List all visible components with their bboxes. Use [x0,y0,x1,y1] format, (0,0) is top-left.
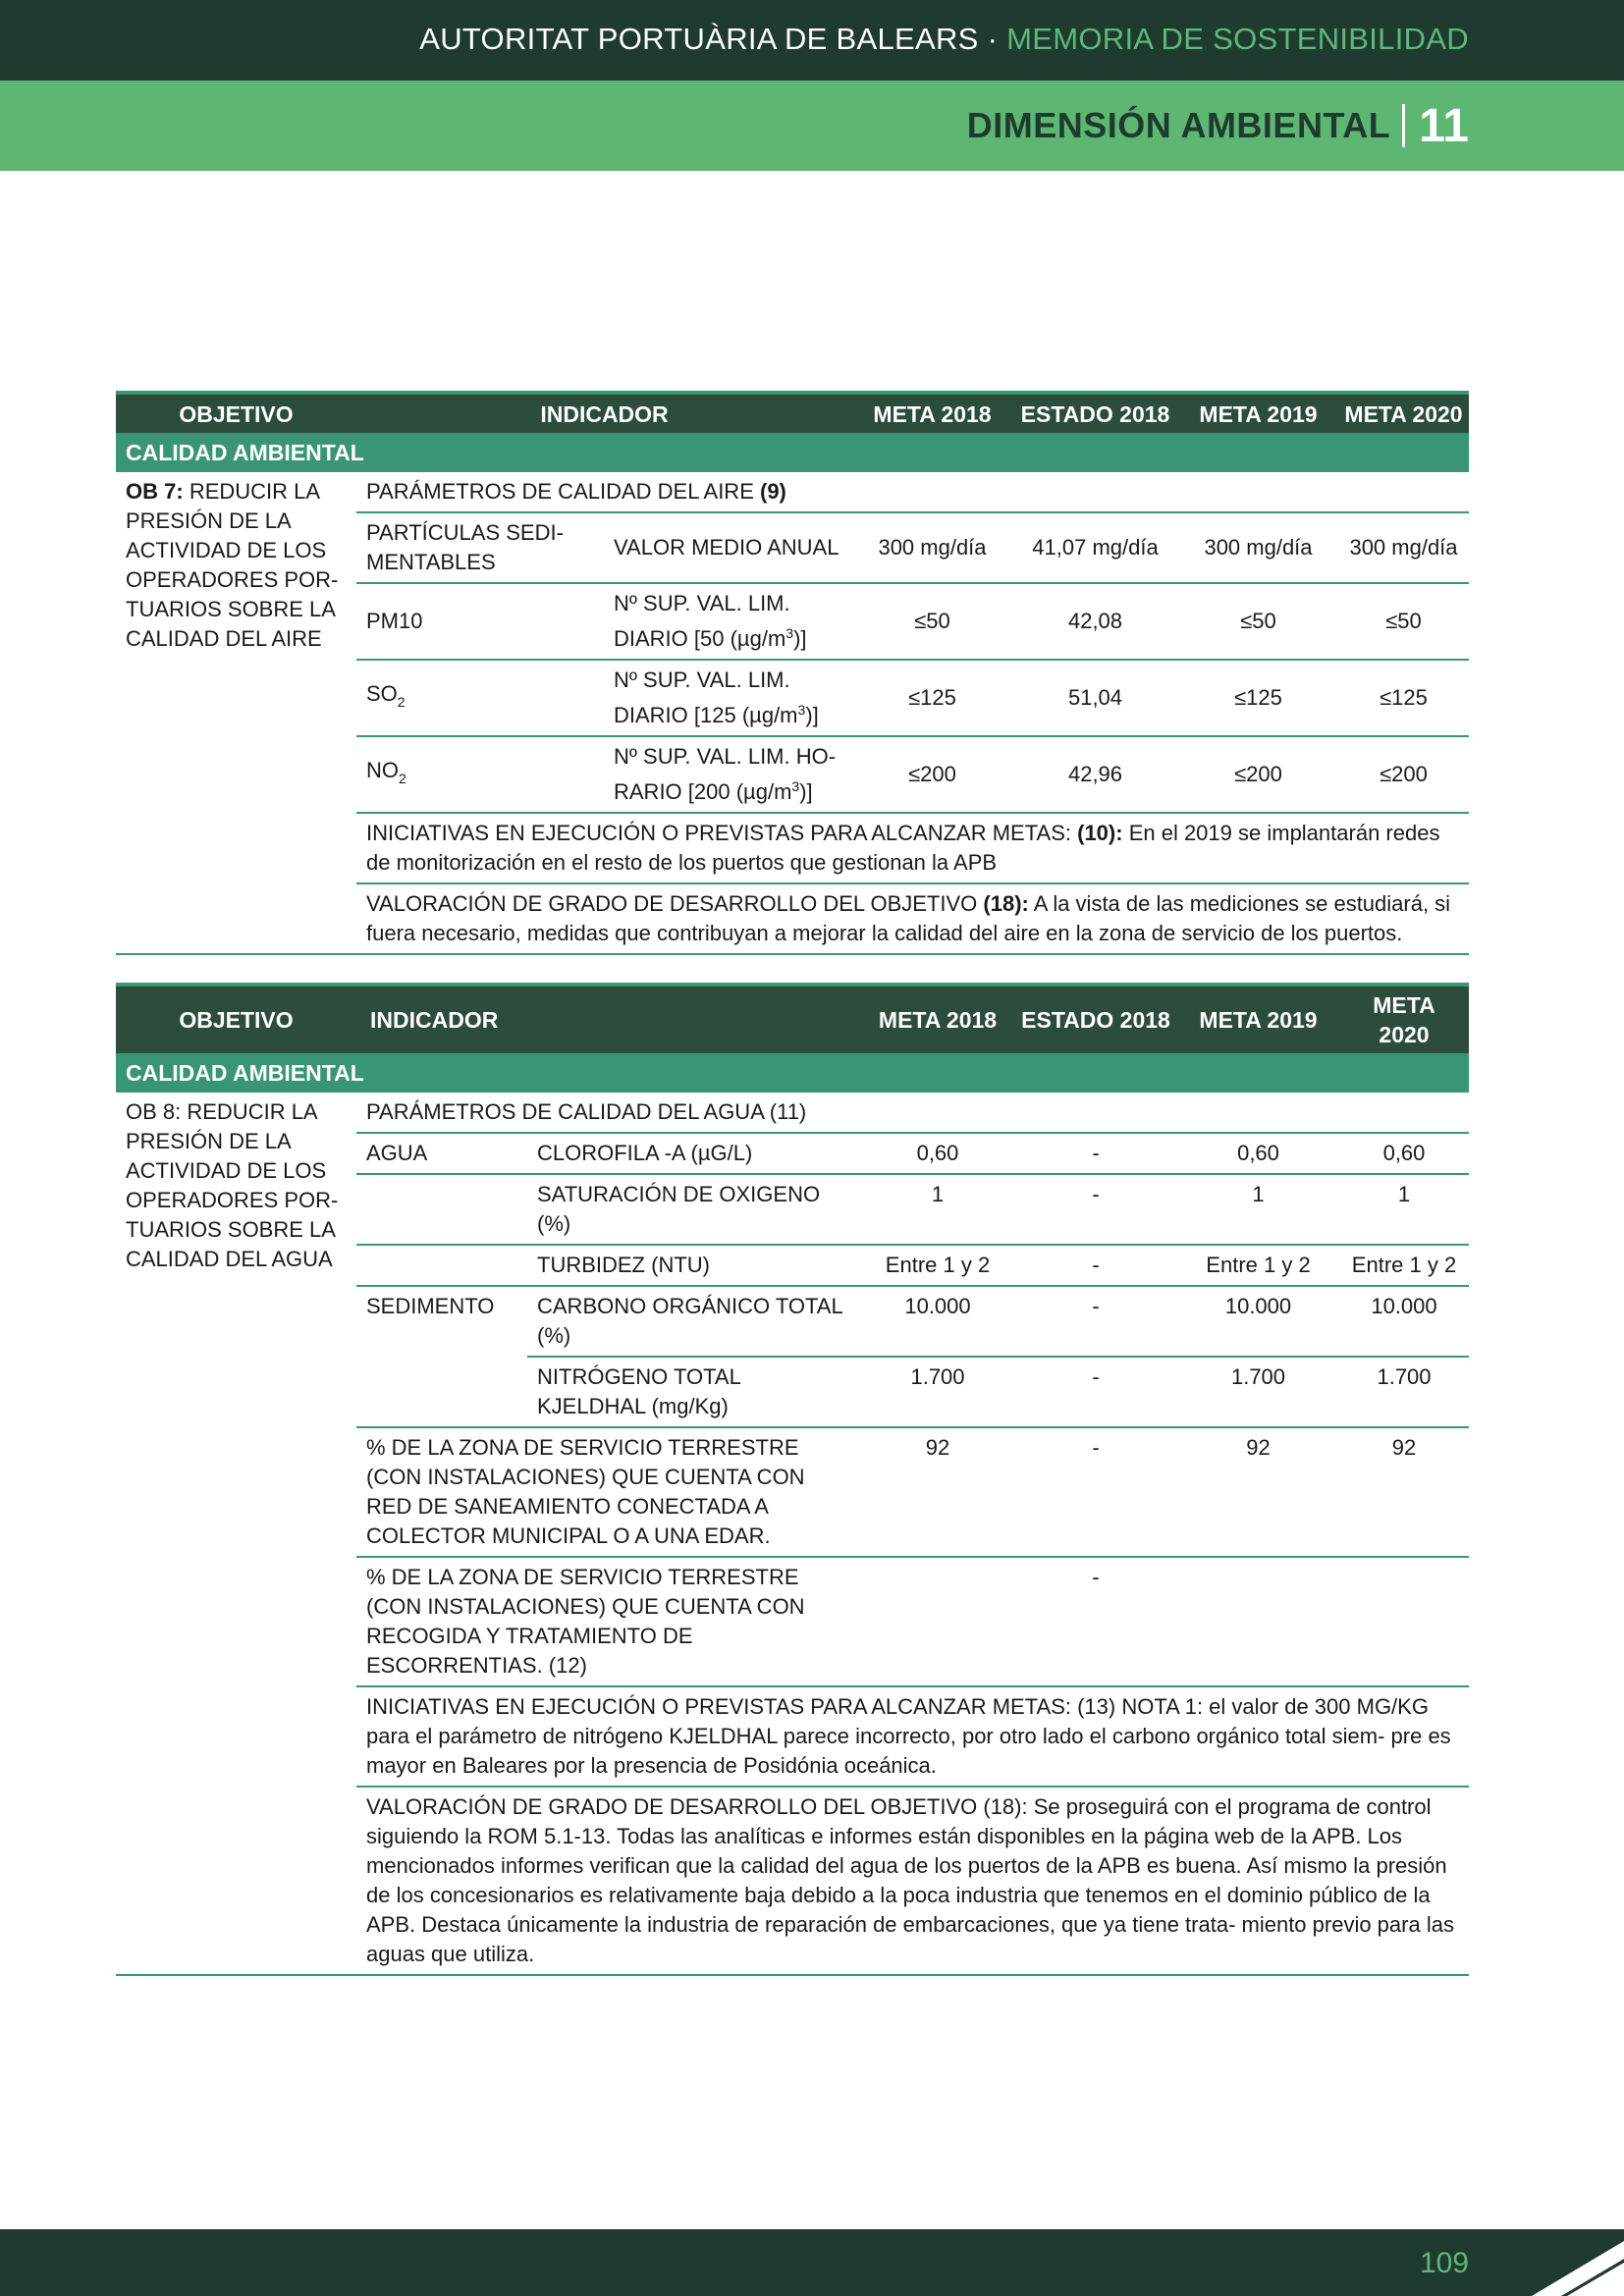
col-meta-2018: META 2018 [852,393,1012,433]
water-quality-table [116,983,1469,1976]
col-objetivo: OBJETIVO [116,985,356,1053]
col-indicador: INDICADOR [356,393,852,433]
indicator-cell: % DE LA ZONA DE SERVICIO TERRESTRE (CON INSTALACIONES) QUE CUENTA CON RED DE SANEAMIENTO CONECTADA A COLECTOR MUNICIPAL O A UNA EDAR. [356,1427,861,1557]
estado-2018-cell: - [1014,1245,1177,1286]
initiatives-label: INICIATIVAS EN EJECUCIÓN O PREVISTAS PARA ALCANZAR METAS: [366,821,1071,845]
param-name: PM10 [366,609,423,633]
estado-2018-cell: 42,96 [1012,736,1178,813]
group-cell [356,1174,527,1245]
air-quality-table [116,391,1469,955]
table-row [116,472,1469,512]
estado-2018-cell: - [1014,1557,1177,1686]
estado-2018-cell: - [1014,1133,1177,1174]
meta-2018-cell: ≤200 [852,736,1012,813]
section-bar [0,80,1624,171]
meta-2018-cell: ≤50 [852,583,1012,660]
category-row [116,433,1469,472]
category-row [116,1053,1469,1093]
meta-2019-cell: 1.700 [1177,1357,1339,1427]
params-heading: PARÁMETROS DE CALIDAD DEL AGUA (11) [356,1093,1469,1133]
indicator-cell: CARBONO ORGÁNICO TOTAL (%) [527,1286,861,1357]
col-meta-2020: META 2020 [1338,393,1469,433]
param-cell [356,512,604,583]
estado-2018-cell: 41,07 mg/día [1012,512,1178,583]
param-cell [356,736,604,813]
meta-2019-cell: ≤200 [1178,736,1338,813]
meta-2019-cell [1177,1557,1339,1686]
estado-2018-cell: - [1014,1427,1177,1557]
col-objetivo: OBJETIVO [116,393,356,433]
section-heading [967,100,1469,151]
estado-2018-cell: 51,04 [1012,660,1178,736]
col-meta-2020: META 2020 [1339,985,1469,1053]
table-header-row [116,393,1469,433]
footer-bar [0,2229,1624,2296]
param-name: SO [366,681,398,706]
meta-2020-cell: 300 mg/día [1338,512,1469,583]
meta-2018-cell: ≤125 [852,660,1012,736]
initiatives-ref: (10): [1077,821,1123,845]
col-estado-2018: ESTADO 2018 [1012,393,1178,433]
objective-text: REDUCIR LA PRESIÓN DE LA ACTIVIDAD DE LOS OPERADORES POR- TUARIOS SOBRE LA CALIDAD DEL AIRE [126,479,339,651]
indicator-cell [604,660,852,736]
indicator-sup: 3 [797,702,806,718]
meta-2019-cell: 0,60 [1177,1133,1339,1174]
param-name: NO [366,758,399,782]
meta-2020-cell [1339,1557,1469,1686]
meta-2019-cell: 1 [1177,1174,1339,1245]
indicator-cell [604,736,852,813]
estado-2018-cell: 42,08 [1012,583,1178,660]
indicator-cell [604,583,852,660]
indicator-cell: NITRÓGENO TOTAL KJELDHAL (mg/Kg) [527,1357,861,1427]
group-cell: SEDIMENTO [356,1286,527,1427]
initiatives-text: En el 2019 se implantarán redes de monitorización en el resto de los puertos que gestionan la APB [366,821,1440,875]
indicator-text: Nº SUP. VAL. LIM. DIARIO [50 (µg/m [614,591,790,651]
indicator-end: )] [805,703,819,727]
category-label: CALIDAD AMBIENTAL [116,1053,1469,1093]
param-sub: 2 [399,771,406,786]
header-separator: · [987,22,999,56]
category-label: CALIDAD AMBIENTAL [116,433,1469,472]
meta-2020-cell: 10.000 [1339,1286,1469,1357]
group-cell [356,1245,527,1286]
meta-2020-cell: ≤125 [1338,660,1469,736]
param-sub: 2 [397,694,406,710]
col-meta-2019: META 2019 [1178,393,1338,433]
meta-2020-cell: ≤200 [1338,736,1469,813]
params-label: PARÁMETROS DE CALIDAD DEL AIRE [366,479,754,504]
footer-stripes [0,2229,1624,2296]
page-number: 109 [1419,2247,1469,2279]
indicator-cell: TURBIDEZ (NTU) [527,1245,861,1286]
assessment-cell [356,883,1469,954]
col-meta-2018: META 2018 [861,985,1014,1053]
indicator-end: )] [793,626,807,651]
assessment-text: A la vista de las mediciones se estudiará, si fuera necesario, medidas que contribuyan a mejorar la calidad del aire en la zona de servicio de los puertos. [366,891,1451,945]
objective-cell: OB 8: REDUCIR LA PRESIÓN DE LA ACTIVIDAD DE LOS OPERADORES POR- TUARIOS SOBRE LA CALIDAD DEL AGUA [116,1093,356,1975]
indicator-sup: 3 [785,625,794,641]
assessment-label: VALORACIÓN DE GRADO DE DESARROLLO DEL OBJETIVO [366,891,978,916]
meta-2019-cell: ≤125 [1178,660,1338,736]
objective-cell [116,472,356,954]
param-cell [356,660,604,736]
group-cell: AGUA [356,1133,527,1174]
indicator-cell: SATURACIÓN DE OXIGENO (%) [527,1174,861,1245]
meta-2019-cell: 300 mg/día [1178,512,1338,583]
indicator-end: )] [799,779,813,804]
param-cell [356,583,604,660]
meta-2020-cell: 92 [1339,1427,1469,1557]
table-header-row [116,985,1469,1053]
meta-2019-cell: 10.000 [1177,1286,1339,1357]
indicator-cell: % DE LA ZONA DE SERVICIO TERRESTRE (CON INSTALACIONES) QUE CUENTA CON RECOGIDA Y TRATAMIENTO DE ESCORRENTIAS. (12) [356,1557,861,1686]
table-row [116,1093,1469,1133]
header-bar [0,0,1624,80]
indicator-sup: 3 [791,778,800,794]
indicator-text: Nº SUP. VAL. LIM. HO- RARIO [200 (µg/m [614,744,837,804]
meta-2018-cell: 92 [861,1427,1014,1557]
meta-2020-cell: ≤50 [1338,583,1469,660]
initiatives-cell: INICIATIVAS EN EJECUCIÓN O PREVISTAS PARA ALCANZAR METAS: (13) NOTA 1: el valor de 300 MG/KG para el parámetro de nitrógeno KJELDHAL parece incorrecto, por otro lado el carbono orgánico total siem- pre es mayor en Baleares por la presencia de Posidónia oceánica. [356,1686,1469,1787]
meta-2019-cell: ≤50 [1178,583,1338,660]
meta-2020-cell: Entre 1 y 2 [1339,1245,1469,1286]
section-divider [1402,104,1405,147]
meta-2018-cell [861,1557,1014,1686]
org-name: AUTORITAT PORTUÀRIA DE BALEARS [419,22,979,56]
meta-2018-cell: Entre 1 y 2 [861,1245,1014,1286]
section-number: 11 [1419,99,1469,152]
params-ref: (9) [760,479,786,504]
col-estado-2018: ESTADO 2018 [1014,985,1177,1053]
section-title: DIMENSIÓN AMBIENTAL [966,105,1391,145]
estado-2018-cell: - [1014,1357,1177,1427]
report-name: MEMORIA DE SOSTENIBILIDAD [1006,22,1469,56]
meta-2019-cell: 92 [1177,1427,1339,1557]
indicator-cell: VALOR MEDIO ANUAL [604,512,852,583]
initiatives-cell [356,813,1469,883]
estado-2018-cell: - [1014,1174,1177,1245]
meta-2018-cell: 0,60 [861,1133,1014,1174]
meta-2018-cell: 300 mg/día [852,512,1012,583]
col-indicador: INDICADOR [356,985,861,1053]
param-name: PARTÍCULAS SEDI- MENTABLES [366,520,564,574]
running-header [419,22,1469,57]
meta-2020-cell: 1 [1339,1174,1469,1245]
indicator-cell: CLOROFILA -A (µG/L) [527,1133,861,1174]
assessment-cell: VALORACIÓN DE GRADO DE DESARROLLO DEL OBJETIVO (18): Se proseguirá con el programa de control siguiendo la ROM 5.1-13. Todas las analíticas e informes están disponibles en la página web de la APB. Los mencionados informes verifican que la calidad del agua de los puertos de la APB es buena. Así mismo la presión de los concesionarios es relativamente baja debido a la poca industria que tenemos en el dominio público de la APB. Destaca únicamente la industria de reparación de embarcaciones, que ya tiene trata- miento previo para las aguas que utiliza. [356,1787,1469,1975]
col-meta-2019: META 2019 [1177,985,1339,1053]
estado-2018-cell: - [1014,1286,1177,1357]
assessment-ref: (18): [983,891,1029,916]
objective-code: OB 7: [126,479,184,504]
meta-2020-cell: 1.700 [1339,1357,1469,1427]
meta-2019-cell: Entre 1 y 2 [1177,1245,1339,1286]
meta-2020-cell: 0,60 [1339,1133,1469,1174]
params-heading [356,472,1469,512]
meta-2018-cell: 1 [861,1174,1014,1245]
indicator-text: Nº SUP. VAL. LIM. DIARIO [125 (µg/m [614,667,798,727]
meta-2018-cell: 1.700 [861,1357,1014,1427]
meta-2018-cell: 10.000 [861,1286,1014,1357]
